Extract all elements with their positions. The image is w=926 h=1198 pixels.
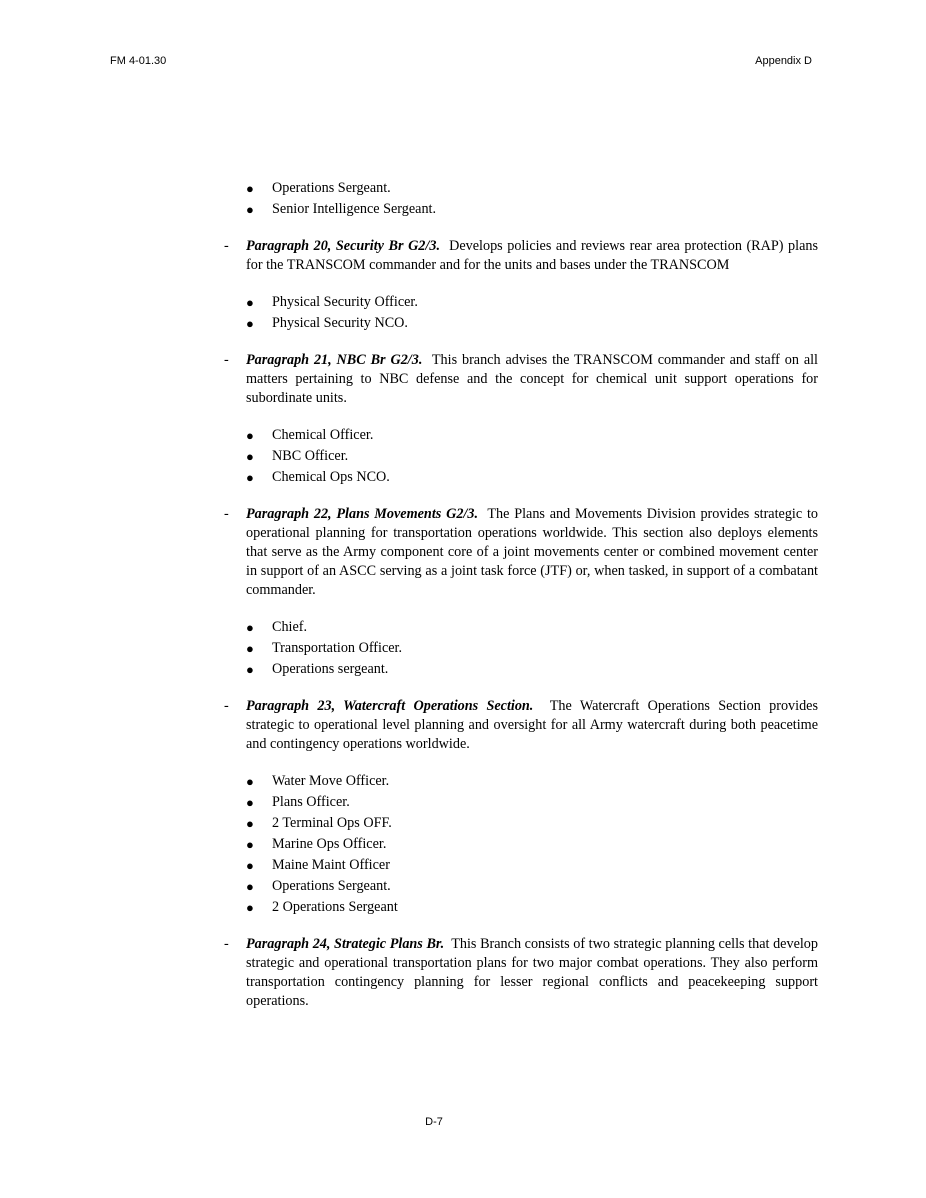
list-item <box>220 792 818 813</box>
list-item <box>220 313 818 334</box>
list-item-text: Physical Security Officer. <box>272 294 418 310</box>
bullet-icon: ● <box>246 774 254 789</box>
bullet-icon: ● <box>246 662 254 677</box>
bullet-icon: ● <box>246 620 254 635</box>
list-item <box>220 446 818 467</box>
top-bullet-list <box>220 178 818 220</box>
paragraph-title: Paragraph 23, Watercraft Operations Section. <box>246 698 534 714</box>
bullet-icon: ● <box>246 816 254 831</box>
list-item-text: NBC Officer. <box>272 448 349 464</box>
header-appendix: Appendix D <box>755 55 812 67</box>
bullet-list <box>220 425 818 488</box>
paragraph-24 <box>220 935 818 1011</box>
dash-marker: - <box>224 936 229 952</box>
page-number: D-7 <box>425 1116 443 1128</box>
bullet-icon: ● <box>246 795 254 810</box>
dash-marker: - <box>224 238 229 254</box>
list-item-text: Physical Security NCO. <box>272 315 408 331</box>
bullet-icon: ● <box>246 837 254 852</box>
list-item-text: Chief. <box>272 619 308 635</box>
bullet-icon: ● <box>246 900 254 915</box>
bullet-icon: ● <box>246 470 254 485</box>
list-item <box>220 659 818 680</box>
paragraph-body: The Plans and Movements Division provides strategic to operational planning for transportation operations worldwide. This section also deploys elements that serve as the Army component core of a joint movements center or combined movement center in support of an ASCC serving as a joint task force (JTF) or, when tasked, in support of a combatant commander. <box>246 506 818 598</box>
bullet-icon: ● <box>246 879 254 894</box>
dash-marker: - <box>224 352 229 368</box>
bullet-icon: ● <box>246 449 254 464</box>
dash-marker: - <box>224 506 229 522</box>
list-item <box>220 178 818 199</box>
bullet-icon: ● <box>246 641 254 656</box>
list-item-text: Maine Maint Officer <box>272 857 390 873</box>
bullet-icon: ● <box>246 316 254 331</box>
paragraph-body: Develops policies and reviews rear area protection (RAP) plans for the TRANSCOM commander and for the units and bases under the TRANSCOM <box>246 238 819 273</box>
list-item <box>220 292 818 313</box>
list-item-text: Marine Ops Officer. <box>272 836 387 852</box>
bullet-icon: ● <box>246 858 254 873</box>
header-document-id: FM 4-01.30 <box>110 55 167 67</box>
list-item <box>220 876 818 897</box>
paragraph-title: Paragraph 22, Plans Movements G2/3. <box>246 506 478 522</box>
bullet-icon: ● <box>246 295 254 310</box>
list-item <box>220 897 818 918</box>
list-item-text: Senior Intelligence Sergeant. <box>272 201 437 217</box>
list-item-text: Transportation Officer. <box>272 640 403 656</box>
list-item <box>220 638 818 659</box>
bullet-list <box>220 617 818 680</box>
paragraph-23 <box>220 697 818 754</box>
list-item <box>220 467 818 488</box>
paragraph-body: This branch advises the TRANSCOM commander and staff on all matters pertaining to NBC defense and the concept for chemical unit support operations for subordinate units. <box>246 352 818 406</box>
list-item-text: Chemical Ops NCO. <box>272 469 390 485</box>
list-item-text: Operations sergeant. <box>272 661 389 677</box>
paragraph-22 <box>220 505 818 600</box>
paragraph-title: Paragraph 20, Security Br G2/3. <box>246 238 440 254</box>
bullet-list <box>220 771 818 918</box>
paragraph-20 <box>220 237 818 275</box>
list-item <box>220 855 818 876</box>
bullet-list <box>220 292 818 334</box>
list-item-text: 2 Operations Sergeant <box>272 899 398 915</box>
dash-marker: - <box>224 698 229 714</box>
bullet-icon: ● <box>246 202 254 217</box>
list-item-text: Chemical Officer. <box>272 427 374 443</box>
list-item <box>220 813 818 834</box>
list-item <box>220 425 818 446</box>
page-content <box>220 178 818 1028</box>
list-item-text: Plans Officer. <box>272 794 350 810</box>
paragraph-body: The Watercraft Operations Section provides strategic to operational level planning and oversight for all Army watercraft during both peacetime and contingency operations worldwide. <box>246 698 818 752</box>
bullet-icon: ● <box>246 428 254 443</box>
bullet-icon: ● <box>246 181 254 196</box>
list-item <box>220 771 818 792</box>
list-item-text: Operations Sergeant. <box>272 180 391 196</box>
list-item-text: Water Move Officer. <box>272 773 390 789</box>
list-item <box>220 199 818 220</box>
paragraph-title: Paragraph 21, NBC Br G2/3. <box>246 352 423 368</box>
list-item-text: Operations Sergeant. <box>272 878 391 894</box>
list-item <box>220 834 818 855</box>
list-item <box>220 617 818 638</box>
paragraph-body: This Branch consists of two strategic planning cells that develop strategic and operational transportation plans for two major combat operations. They also perform transportation contingency planning for lesser regional conflicts and peacekeeping support operations. <box>246 936 818 1009</box>
paragraph-title: Paragraph 24, Strategic Plans Br. <box>246 936 445 952</box>
list-item-text: 2 Terminal Ops OFF. <box>272 815 392 831</box>
paragraph-21 <box>220 351 818 408</box>
